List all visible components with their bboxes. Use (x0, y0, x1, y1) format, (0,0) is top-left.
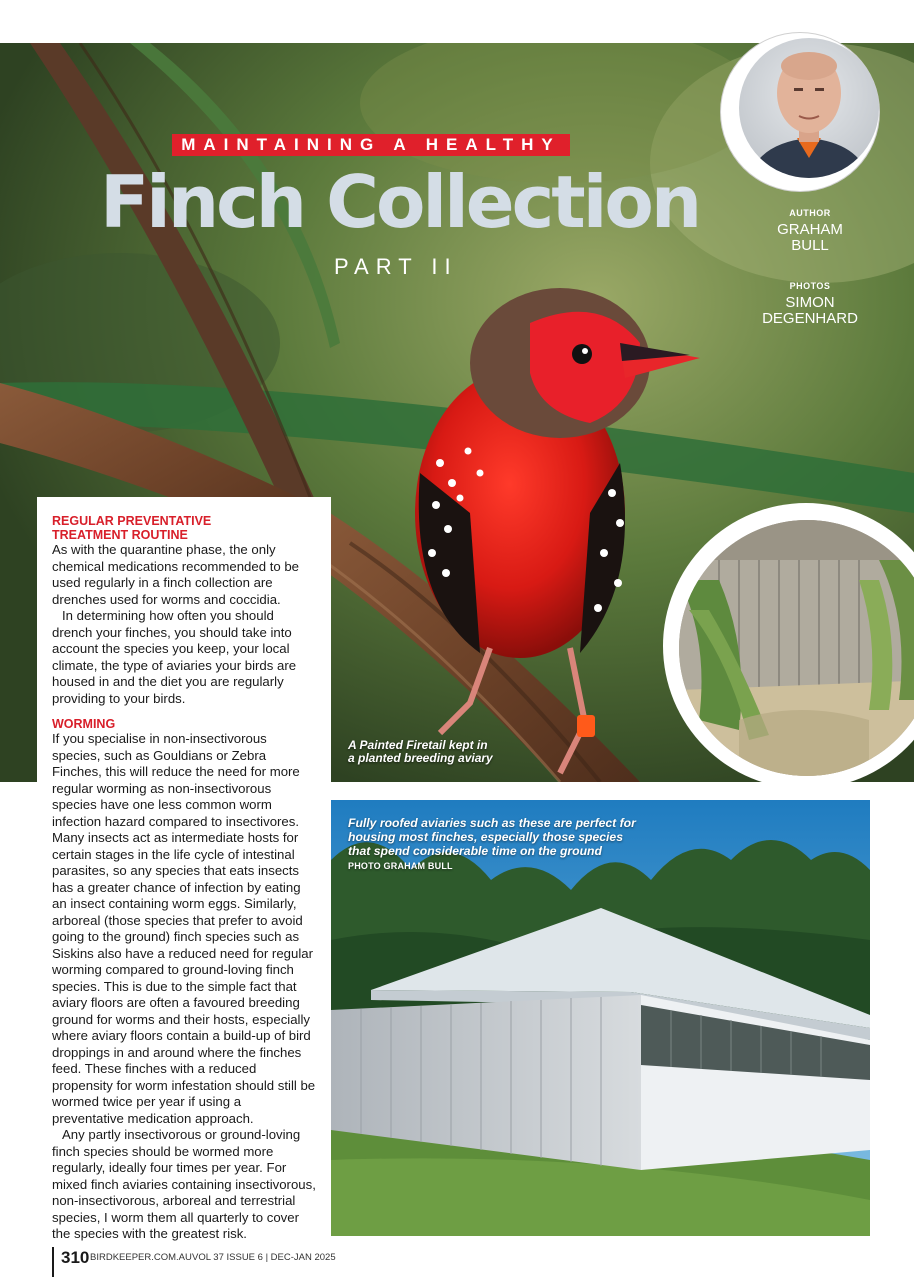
photos-label: PHOTOS (789, 281, 831, 291)
footer-site: BIRDKEEPER.COM.AU (90, 1252, 192, 1263)
heading-preventative-line1: REGULAR PREVENTATIVE (52, 514, 212, 528)
kicker-banner: MAINTAINING A HEALTHY (172, 134, 570, 156)
article-title: Finch Collection (100, 160, 700, 244)
author-photo (739, 38, 879, 178)
article-column (52, 514, 316, 1243)
footer-divider (52, 1247, 54, 1277)
heading-preventative-line2: TREATMENT ROUTINE (52, 528, 188, 542)
author-name-line1: GRAHAM (777, 221, 843, 238)
paragraph-drench-frequency: In determining how often you should drench your finches, you should take into account the species you keep, your local climate, the type of aviaries your birds are housed in and the diet you are regularly providing to your birds. (52, 608, 297, 706)
aviary-caption-line3: that spend considerable time on the ground (348, 844, 602, 858)
photos-credit (740, 281, 880, 327)
paragraph-quarantine: As with the quarantine phase, the only chemical medications recommended to be used regularly in a finch collection are drenches used for worms and coccidia. (52, 542, 300, 607)
paragraph-worming-frequency: Any partly insectivorous or ground-loving finch species should be wormed more regularly, ideally four times per year. For mixed finch aviaries containing insectivorous, non-insectivorous, arboreal and terrestrial species, I worm them all quarterly to cover the species with the greatest risk. (52, 1127, 316, 1241)
author-label: AUTHOR (789, 208, 831, 218)
photos-name-line2: DEGENHARD (762, 310, 858, 327)
finch-caption-line1: A Painted Firetail kept in (348, 738, 488, 752)
aviary-caption-line1: Fully roofed aviaries such as these are perfect for (348, 816, 636, 830)
aviary-caption-line2: housing most finches, especially those species (348, 830, 623, 844)
author-credit (740, 208, 880, 254)
footer-issue: VOL 37 ISSUE 6 | DEC-JAN 2025 (192, 1252, 336, 1263)
page-number: 310 (61, 1248, 90, 1267)
finch-photo-caption (348, 739, 518, 765)
aviary-photo-caption (348, 816, 638, 873)
author-name-line2: BULL (791, 237, 829, 254)
part-label: PART II (334, 254, 458, 279)
aviary-photo-credit: PHOTO GRAHAM BULL (348, 861, 453, 871)
heading-worming: WORMING (52, 717, 116, 731)
photos-name-line1: SIMON (785, 294, 835, 311)
finch-caption-line2: a planted breeding aviary (348, 751, 493, 765)
paragraph-worming-species: If you specialise in non-insectivorous species, such as Gouldians or Zebra Finches, this will reduce the need for more regular worming as non-insectivorous species have one less common worm infection hazard compared to insectivores. Many insects act as intermediate hosts for certain stages in the life cycle of intestinal parasites, so any species that eats insects has a greater chance of infection by eating an insect containing worm eggs. Similarly, arboreal (those species that prefer to avoid going to the ground) finch species such as Siskins also have a reduced need for regular worming compared to ground-loving finch species. This is due to the simple fact that aviary floors are often a favoured breeding ground for worms and their hosts, especially where aviary floors contain a build-up of bird droppings in and around where the finches feed. These finches with a reduced propensity for worm infestation should still be wormed twice per year if using a preventative medication approach. (52, 731, 316, 1126)
